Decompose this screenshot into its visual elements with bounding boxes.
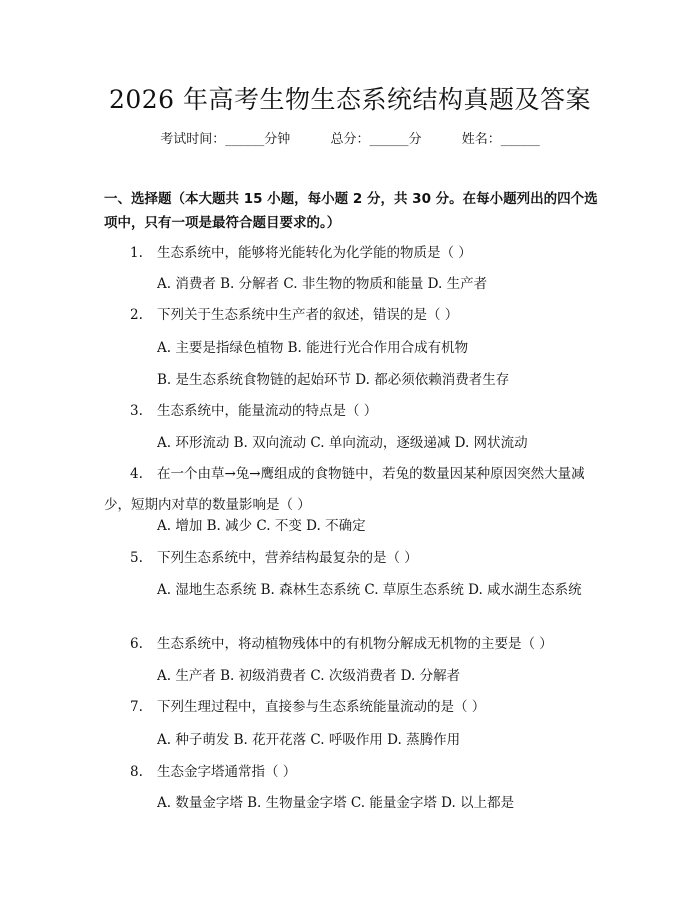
question-2 (130, 303, 458, 327)
question-8-options: A. 数量金字塔 B. 生物量金字塔 C. 能量金字塔 D. 以上都是 (157, 795, 515, 811)
question-5 (130, 546, 418, 570)
question-8 (130, 760, 296, 784)
question-text: 生态系统中，将动植物残体中的有机物分解成无机物的主要是（ ） (157, 636, 553, 652)
question-5-options: A. 湿地生态系统 B. 森林生态系统 C. 草原生态系统 D. 咸水湖生态系统 (157, 582, 582, 598)
question-number: 5. (130, 550, 143, 566)
question-1-options: A. 消费者 B. 分解者 C. 非生物的物质和能量 D. 生产者 (157, 276, 488, 292)
exam-time-field: 考试时间：______分钟 (160, 132, 291, 147)
question-3-options: A. 环形流动 B. 双向流动 C. 单向流动，逐级递减 D. 网状流动 (157, 435, 528, 451)
student-name-field: 姓名：______ (461, 132, 540, 147)
question-text: 生态金字塔通常指（ ） (157, 764, 297, 780)
question-6-options: A. 生产者 B. 初级消费者 C. 次级消费者 D. 分解者 (157, 668, 461, 684)
question-4 (104, 459, 600, 521)
question-text: 下列生理过程中，直接参与生态系统能量流动的是（ ） (157, 699, 486, 715)
section-heading: 一、选择题（本大题共 15 小题，每小题 2 分，共 30 分。在每小题列出的四个选项中，只有一项是最符合题目要求的。） (104, 191, 598, 231)
question-text: 生态系统中，能量流动的特点是（ ） (157, 403, 378, 419)
question-number: 7. (130, 699, 143, 715)
question-7 (130, 695, 485, 719)
question-7-options: A. 种子萌发 B. 花开花落 C. 呼吸作用 D. 蒸腾作用 (157, 732, 461, 748)
question-4-options: A. 增加 B. 减少 C. 不变 D. 不确定 (157, 518, 366, 534)
question-text: 下列关于生态系统中生产者的叙述，错误的是（ ） (157, 307, 459, 323)
question-2-options-line-1: A. 主要是指绿色植物 B. 能进行光合作用合成有机物 (157, 340, 469, 356)
question-number: 3. (130, 403, 143, 419)
question-3 (130, 399, 377, 423)
question-1 (130, 241, 472, 265)
question-6 (130, 632, 553, 656)
question-text: 生态系统中，能够将光能转化为化学能的物质是（ ） (157, 245, 472, 261)
question-number: 8. (130, 764, 143, 780)
question-number: 6. (130, 636, 143, 652)
page-title: 2026 年高考生物生态系统结构真题及答案 (108, 85, 592, 114)
question-text: 下列生态系统中，营养结构最复杂的是（ ） (157, 550, 418, 566)
question-number: 2. (130, 307, 143, 323)
question-text: 在一个由草→兔→鹰组成的食物链中，若兔的数量因某种原因突然大量减少，短期内对草的数量影响是（ ） (104, 466, 585, 513)
total-score-field: 总分：______分 (330, 132, 422, 147)
question-number: 4. (130, 466, 143, 482)
exam-info (0, 130, 700, 150)
question-2-options-line-2: B. 是生态系统食物链的起始环节 D. 都必须依赖消费者生存 (157, 372, 510, 388)
question-number: 1. (130, 245, 143, 261)
